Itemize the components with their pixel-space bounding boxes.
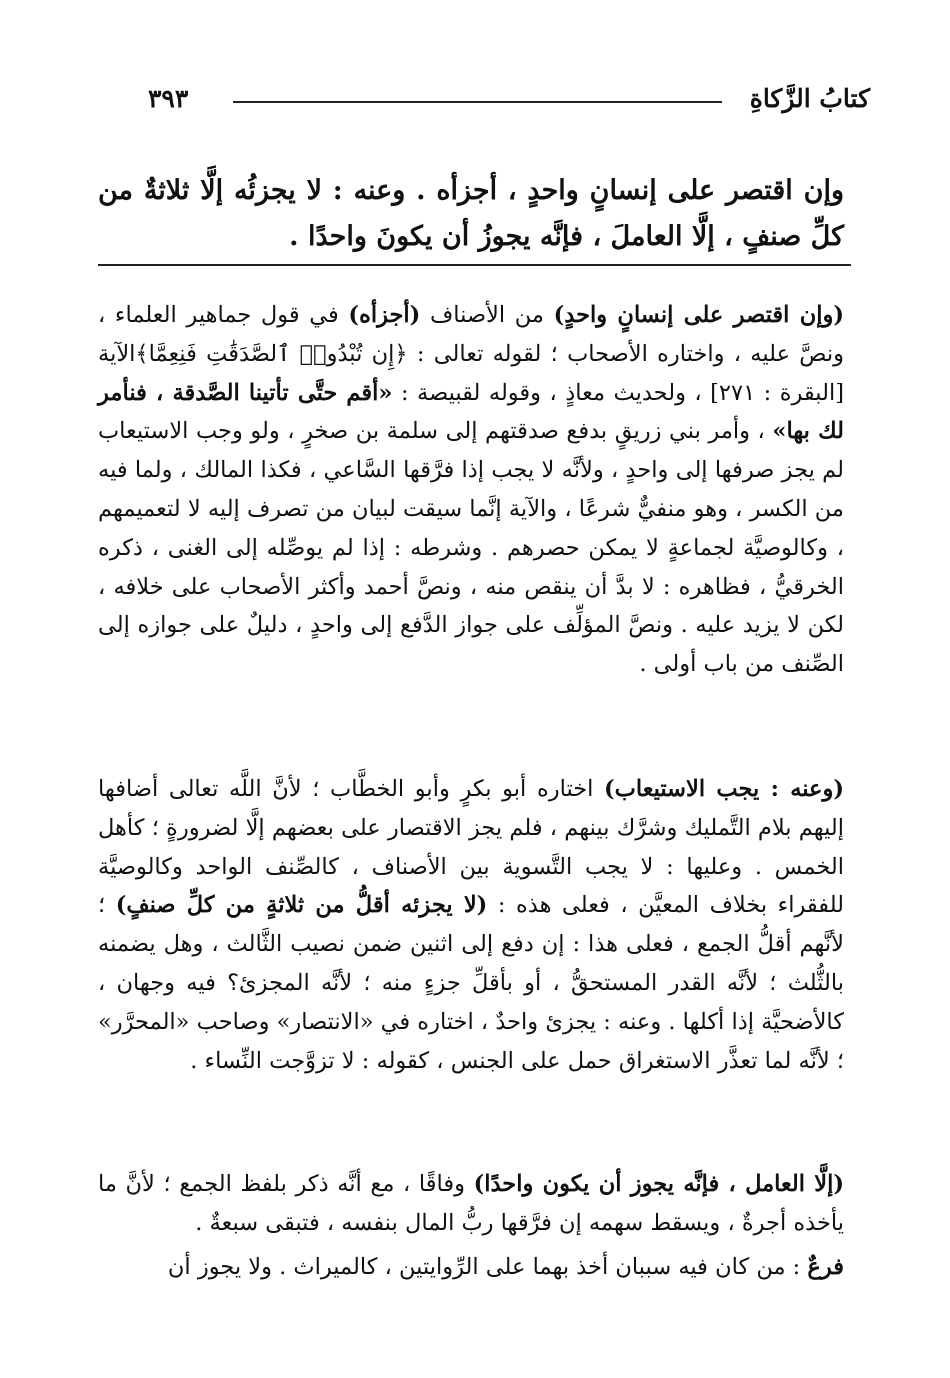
bold-span: (إلَّا العامل ، فإنَّه يجوز أن يكون واحدًا)	[473, 1171, 844, 1197]
matn-text: وإن اقتصر على إنسانٍ واحدٍ ، أجزأه . وعنه : لا يجزئُه إلَّا ثلاثةٌ من كلِّ صنفٍ ، إلَّا العاملَ ، فإنَّه يجوزُ أن يكونَ واحدًا .	[98, 175, 844, 252]
bold-span: (لا يجزئه أقلُّ من ثلاثةٍ من كلِّ صنفٍ)	[115, 892, 488, 919]
bold-span: فرعٌ	[807, 1254, 844, 1280]
text-span: في قول جماهير العلماء ، ونصَّ عليه ، واختاره الأصحاب ؛ لقوله تعالى : ﴿إِن تُبْدُوا۟ ٱلصَّدَقَٰتِ فَنِعِمَّا﴾الآية [البقرة : ٢٧١] ، ولحديث معاذٍ ، وقوله لقبيصة :	[98, 302, 844, 406]
text-span: ؛ لأنَّهم أقلُّ الجمع ، فعلى هذا : إن دفع إلى اثنين ضمن نصيب الثَّالث ، وهل يضمنه بالثُّلث ؛ لأنَّه القدر المستحقُّ ، أو بأقلِّ جزءٍ منه ؛ لأنَّه المجزئ؟ فيه وجهان ، كالأضحيَّة إذا أكلها . وعنه : يجزئ واحدٌ ، اختاره في «الانتصار» وصاحب «المحرَّر» ؛ لأنَّه لما تعذَّر الاستغراق حمل على الجنس ، كقوله : لا تزوَّجت النِّساء .	[98, 892, 844, 1074]
page-number: ٣٩٣	[148, 83, 189, 113]
commentary-paragraph-1	[98, 296, 844, 684]
text-span: : من كان فيه سببان أخذ بهما على الرِّوايتين ، كالميراث . ولا يجوز أن	[167, 1254, 808, 1280]
text-span: من الأصناف	[420, 302, 554, 328]
bold-span: (أجزأه)	[348, 302, 421, 328]
bold-span: (وعنه : يجب الاستيعاب)	[604, 776, 844, 802]
text-span: ، وأمر بني زريقٍ بدفع صدقتهم إلى سلمة بن صخرٍ ، ولو وجب الاستيعاب لم يجز صرفها إلى واحدٍ ، ولأنَّه لا يجب إذا فرَّقها السَّاعي ، فكذا المالك ، ولما فيه من الكسر ، وهو منفيٌّ شرعًا ، والآية إنَّما سيقت لبيان من تصرف إليه لا لتعميمهم ، وكالوصيَّة لجماعةٍ لا يمكن حصرهم . وشرطه : إذا لم يوصِّله إلى الغنى ، ذكره الخرقيُّ ، فظاهره : لا بدَّ أن ينقص منه ، ونصَّ أحمد وأكثر الأصحاب على خلافه ، لكن لا يزيد عليه . ونصَّ المؤلِّف على جواز الدَّفع إلى واحدٍ ، دليلٌ على جوازه إلى الصِّنف من باب أولى .	[98, 418, 844, 678]
commentary-paragraph-3	[98, 1165, 844, 1243]
page-header	[148, 80, 870, 116]
commentary-paragraph-4	[98, 1248, 844, 1287]
matn-separator	[98, 264, 851, 266]
bold-span: «أقم حتَّى تأتينا الصَّدقة ، فنأمر لك بها»	[98, 379, 844, 445]
header-rule	[233, 101, 722, 103]
text-span: وفاقًا ، مع أنَّه ذكر بلفظ الجمع ؛ لأنَّ ما يأخذه أجرةٌ ، ويسقط سهمه إن فرَّقها ربُّ المال بنفسه ، فتبقى سبعةٌ .	[98, 1171, 844, 1236]
text-span: اختاره أبو بكرٍ وأبو الخطَّاب ؛ لأنَّ اللَّه تعالى أضافها إليهم بلام التَّمليك وشرَّك بينهم ، فلم يجز الاقتصار على بعضهم إلَّا لضرورةٍ ؛ كأهل الخمس . وعليها : لا يجب التَّسوية بين الأصناف ، كالصِّنف الواحد وكالوصيَّة للفقراء بخلاف المعيَّن ، فعلى هذه :	[98, 776, 844, 919]
running-title: كتابُ الزَّكاةِ	[749, 83, 870, 113]
bold-span: (وإن اقتصر على إنسانٍ واحدٍ)	[553, 302, 844, 328]
commentary-paragraph-2	[98, 770, 844, 1080]
